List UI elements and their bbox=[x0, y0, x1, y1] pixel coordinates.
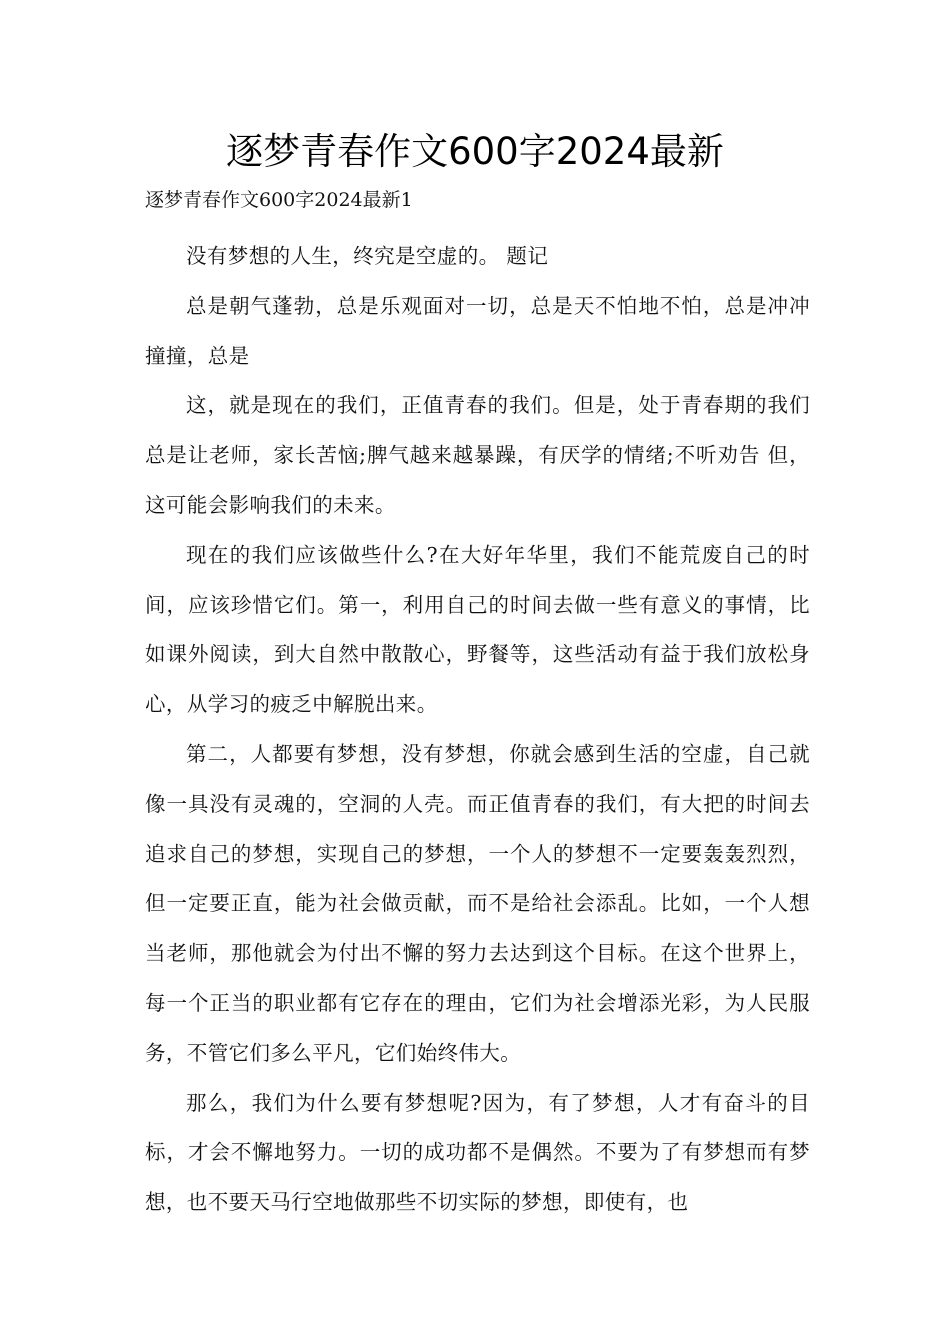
paragraph: 第二，人都要有梦想，没有梦想，你就会感到生活的空虚，自己就像一具没有灵魂的，空洞的人壳。而正值青春的我们，有大把的时间去追求自己的梦想，实现自己的梦想，一个人的梦想不一定要轰轰烈烈，但一定要正直，能为社会做贡献，而不是给社会添乱。比如，一个人想当老师，那他就会为付出不懈的努力去达到这个目标。在这个世界上，每一个正当的职业都有它存在的理由，它们为社会增添光彩，为人民服务，不管它们多么平凡，它们始终伟大。 bbox=[145, 741, 810, 1065]
paragraph: 没有梦想的人生，终究是空虚的。 题记 bbox=[186, 244, 549, 268]
paragraph: 那么，我们为什么要有梦想呢?因为，有了梦想，人才有奋斗的目标，才会不懈地努力。一切的成功都不是偶然。不要为了有梦想而有梦想，也不要天马行空地做那些不切实际的梦想，即使有，也 bbox=[145, 1090, 810, 1215]
paragraph: 总是朝气蓬勃，总是乐观面对一切，总是天不怕地不怕，总是冲冲撞撞，总是 bbox=[145, 293, 810, 368]
document-body bbox=[145, 232, 810, 1228]
paragraph: 这，就是现在的我们，正值青春的我们。但是，处于青春期的我们总是让老师，家长苦恼;脾气越来越暴躁，有厌学的情绪;不听劝告 但，这可能会影响我们的未来。 bbox=[145, 393, 810, 517]
document-subtitle: 逐梦青春作文600字2024最新1 bbox=[145, 189, 413, 211]
document-title: 逐梦青春作文600字2024最新 bbox=[226, 130, 724, 173]
paragraph: 现在的我们应该做些什么?在大好年华里，我们不能荒废自己的时间，应该珍惜它们。第一，利用自己的时间去做一些有意义的事情，比如课外阅读，到大自然中散散心，野餐等，这些活动有益于我们放松身心，从学习的疲乏中解脱出来。 bbox=[145, 542, 810, 717]
